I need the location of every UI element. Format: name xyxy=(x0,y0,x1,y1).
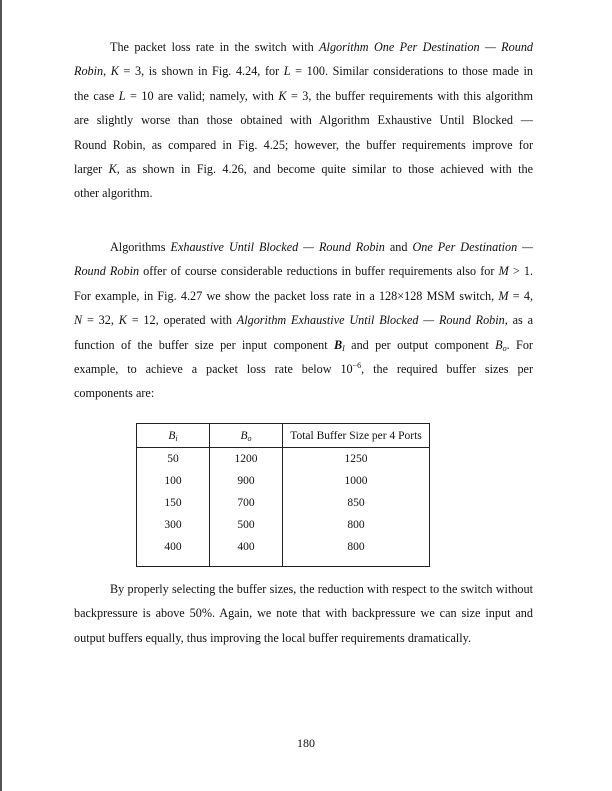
header-total-buffer-size: Total Buffer Size per 4 Ports xyxy=(283,424,430,448)
text-line: function of the buffer size per input component $B_I$ and per output component $B_o$. For xyxy=(74,337,533,353)
paragraph-packet-loss-one-per-destination xyxy=(74,35,533,206)
table-row xyxy=(137,470,430,492)
cell-input-buffer: 300 xyxy=(137,514,210,536)
text-line: the case L = 10 are valid; namely, with K = 3, the buffer requirements with this algorithm xyxy=(74,88,533,103)
table-bottom-padding xyxy=(137,558,430,567)
table-row xyxy=(137,492,430,514)
buffer-size-table xyxy=(136,423,430,567)
cell-output-buffer: 900 xyxy=(210,470,283,492)
text-line: By properly selecting the buffer sizes, the reduction with respect to the switch without xyxy=(110,582,533,596)
text-line: Robin, K = 3, is shown in Fig. 4.24, for L = 100. Similar considerations to those made in xyxy=(74,64,534,79)
text-line: components are: xyxy=(74,386,155,401)
cell-total-buffer: 1000 xyxy=(344,475,368,487)
cell-output-buffer: 700 xyxy=(210,492,283,514)
cell-total-buffer: 850 xyxy=(347,497,365,509)
cell-input-buffer: 150 xyxy=(137,492,210,514)
table-row xyxy=(137,536,430,558)
cell-total-buffer: 800 xyxy=(347,519,365,531)
header-output-buffer: $B_o$ xyxy=(210,424,283,448)
text-line: Round Robin, as compared in Fig. 4.25; however, the buffer requirements improve for xyxy=(74,137,533,152)
table-header-row xyxy=(137,424,430,448)
cell-output-buffer: 1200 xyxy=(210,448,283,471)
cell-input-buffer: 50 xyxy=(137,448,210,471)
page-number: 180 xyxy=(297,736,315,750)
text-line: output buffers equally, thus improving the local buffer requirements dramatically. xyxy=(74,630,471,645)
cell-total-buffer: 1250 xyxy=(344,453,368,465)
text-line: example, to achieve a packet loss rate below $10^{-6}$, the required buffer sizes per xyxy=(74,360,534,376)
scan-edge-line xyxy=(0,0,2,791)
paragraph-algorithms-reductions xyxy=(74,235,533,406)
cell-input-buffer: 400 xyxy=(137,536,210,558)
text-line: Algorithms Exhaustive Until Blocked — Round Robin and One Per Destination — xyxy=(110,240,533,254)
cell-total-buffer: 800 xyxy=(347,541,365,553)
cell-input-buffer: 100 xyxy=(137,470,210,492)
text-line: larger K, as shown in Fig. 4.26, and become quite similar to those achieved with the xyxy=(74,161,533,176)
text-line: are slightly worse than those obtained with Algorithm Exhaustive Until Blocked — xyxy=(74,113,533,128)
text-line: The packet loss rate in the switch with Algorithm One Per Destination — Round xyxy=(110,40,534,54)
text-line: N = 32, K = 12, operated with Algorithm Exhaustive Until Blocked — Round Robin, as a xyxy=(74,313,534,328)
cell-output-buffer: 400 xyxy=(210,536,283,558)
text-line: Round Robin offer of course considerable reductions in buffer requirements also for M > 1. xyxy=(74,264,533,279)
table-row xyxy=(137,514,430,536)
header-input-buffer: $B_i$ xyxy=(137,424,210,448)
text-line: backpressure is above 50%. Again, we note that with backpressure we can size input and xyxy=(74,606,533,621)
paragraph-buffer-size-conclusion xyxy=(74,577,533,650)
text-line: other algorithm. xyxy=(74,186,153,201)
table-row xyxy=(137,448,430,471)
text-line: For example, in Fig. 4.27 we show the packet loss rate in a 128×128 MSM switch, M = 4, xyxy=(74,288,533,303)
cell-output-buffer: 500 xyxy=(210,514,283,536)
